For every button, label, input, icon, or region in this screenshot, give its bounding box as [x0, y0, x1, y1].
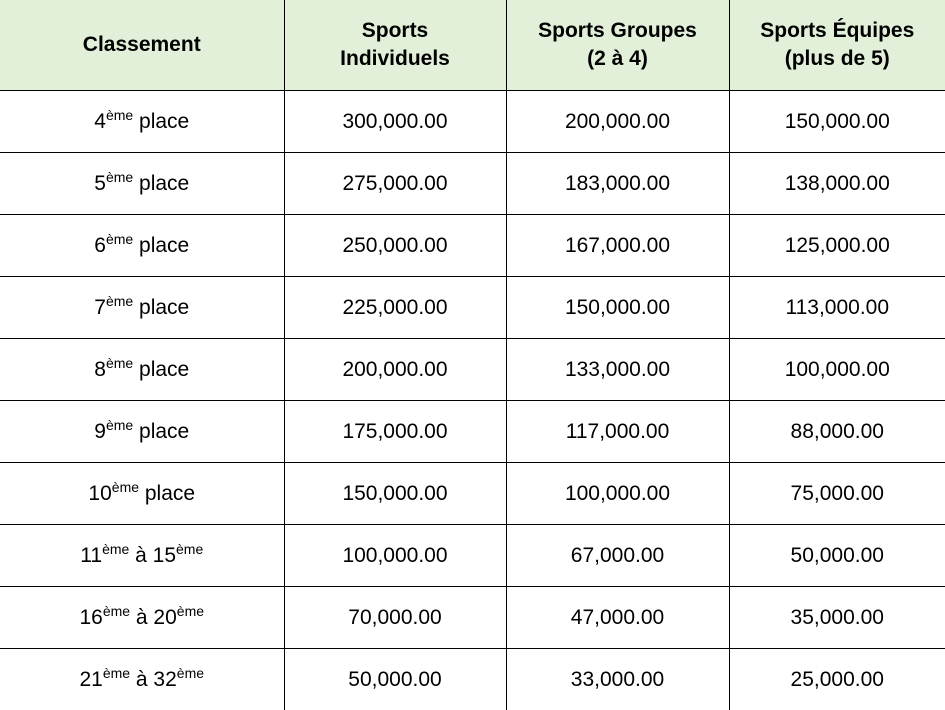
header-sports-equipes: [729, 0, 945, 91]
value-sports-individuels: 250,000.00: [284, 215, 506, 277]
header-line: Classement: [82, 33, 201, 56]
rank-suffix-end: ème: [176, 602, 205, 619]
value-sports-individuels: 50,000.00: [284, 649, 506, 710]
rank-cell: [0, 401, 284, 463]
rank-cell: [0, 463, 284, 525]
value-sports-groupes: 47,000.00: [506, 587, 729, 649]
rank-number-end: 32: [153, 667, 177, 691]
rank-suffix: ème: [105, 416, 134, 433]
rank-suffix-end: ème: [176, 540, 204, 557]
value-sports-equipes: 125,000.00: [729, 215, 945, 277]
rank-number: 8: [94, 357, 106, 381]
rank-number-end: 15: [152, 543, 177, 567]
rank-number: 4: [94, 109, 106, 133]
rank-connector: à: [129, 543, 153, 567]
value-sports-equipes: 138,000.00: [729, 153, 945, 215]
rank-connector: place: [133, 109, 190, 133]
rank-number: 10: [88, 481, 112, 505]
header-sports-individuels: [284, 0, 506, 91]
value-sports-individuels: 300,000.00: [284, 91, 506, 153]
value-sports-groupes: 133,000.00: [506, 339, 729, 401]
rank-connector: place: [133, 419, 190, 443]
value-sports-equipes: 150,000.00: [729, 91, 945, 153]
table-row: [0, 401, 945, 463]
rank-number: 16: [79, 605, 103, 629]
value-sports-equipes: 25,000.00: [729, 649, 945, 710]
value-sports-individuels: 100,000.00: [284, 525, 506, 587]
table-row: [0, 153, 945, 215]
rank-suffix: ème: [105, 106, 134, 123]
value-sports-equipes: 100,000.00: [729, 339, 945, 401]
rank-cell: [0, 277, 284, 339]
rank-number: 21: [79, 667, 103, 691]
value-sports-groupes: 67,000.00: [506, 525, 729, 587]
rank-suffix: ème: [102, 664, 131, 681]
header-row: [0, 0, 945, 91]
rank-number: 5: [94, 171, 106, 195]
value-sports-equipes: 88,000.00: [729, 401, 945, 463]
rank-suffix: ème: [105, 354, 134, 371]
header-line: Sports Équipes: [760, 19, 915, 42]
rank-connector: place: [133, 233, 190, 257]
rank-cell: [0, 91, 284, 153]
rank-suffix: ème: [105, 168, 134, 185]
table-row: [0, 277, 945, 339]
table-row: [0, 339, 945, 401]
rank-cell: [0, 587, 284, 649]
rank-cell: [0, 525, 284, 587]
header-line: Sports: [361, 19, 429, 42]
rank-suffix: ème: [102, 602, 131, 619]
value-sports-groupes: 183,000.00: [506, 153, 729, 215]
table-row: [0, 587, 945, 649]
table-row: [0, 215, 945, 277]
header-line: Individuels: [340, 47, 450, 70]
rank-connector: place: [133, 357, 190, 381]
value-sports-groupes: 117,000.00: [506, 401, 729, 463]
header-line: (2 à 4): [587, 47, 648, 70]
value-sports-equipes: 113,000.00: [729, 277, 945, 339]
header-sports-groupes: [506, 0, 729, 91]
table-header: [0, 0, 945, 91]
rank-connector: à: [130, 605, 154, 629]
table-body: [0, 91, 945, 710]
table-row: [0, 463, 945, 525]
value-sports-groupes: 33,000.00: [506, 649, 729, 710]
rank-suffix: ème: [111, 478, 140, 495]
value-sports-individuels: 200,000.00: [284, 339, 506, 401]
rank-suffix-end: ème: [176, 664, 205, 681]
value-sports-equipes: 35,000.00: [729, 587, 945, 649]
table-row: [0, 91, 945, 153]
header-classement: [0, 0, 284, 91]
header-line: Sports Groupes: [538, 19, 697, 42]
value-sports-individuels: 275,000.00: [284, 153, 506, 215]
header-line: (plus de 5): [784, 47, 890, 70]
rank-cell: [0, 339, 284, 401]
rank-connector: place: [133, 171, 190, 195]
rank-connector: place: [133, 295, 190, 319]
rank-suffix: ème: [105, 292, 134, 309]
value-sports-equipes: 50,000.00: [729, 525, 945, 587]
rank-suffix: ème: [105, 230, 134, 247]
value-sports-equipes: 75,000.00: [729, 463, 945, 525]
rank-number: 6: [94, 233, 106, 257]
rank-cell: [0, 215, 284, 277]
rank-number: 7: [94, 295, 106, 319]
rank-suffix: ème: [102, 540, 130, 557]
value-sports-groupes: 167,000.00: [506, 215, 729, 277]
rank-connector: à: [130, 667, 154, 691]
value-sports-individuels: 225,000.00: [284, 277, 506, 339]
value-sports-groupes: 150,000.00: [506, 277, 729, 339]
rank-number-end: 20: [153, 605, 177, 629]
rank-number: 9: [94, 419, 106, 443]
rank-cell: [0, 649, 284, 710]
value-sports-groupes: 200,000.00: [506, 91, 729, 153]
table-row: [0, 649, 945, 710]
rank-cell: [0, 153, 284, 215]
value-sports-groupes: 100,000.00: [506, 463, 729, 525]
value-sports-individuels: 175,000.00: [284, 401, 506, 463]
rank-connector: place: [139, 481, 196, 505]
value-sports-individuels: 150,000.00: [284, 463, 506, 525]
value-sports-individuels: 70,000.00: [284, 587, 506, 649]
table-row: [0, 525, 945, 587]
rank-number: 11: [80, 543, 103, 567]
